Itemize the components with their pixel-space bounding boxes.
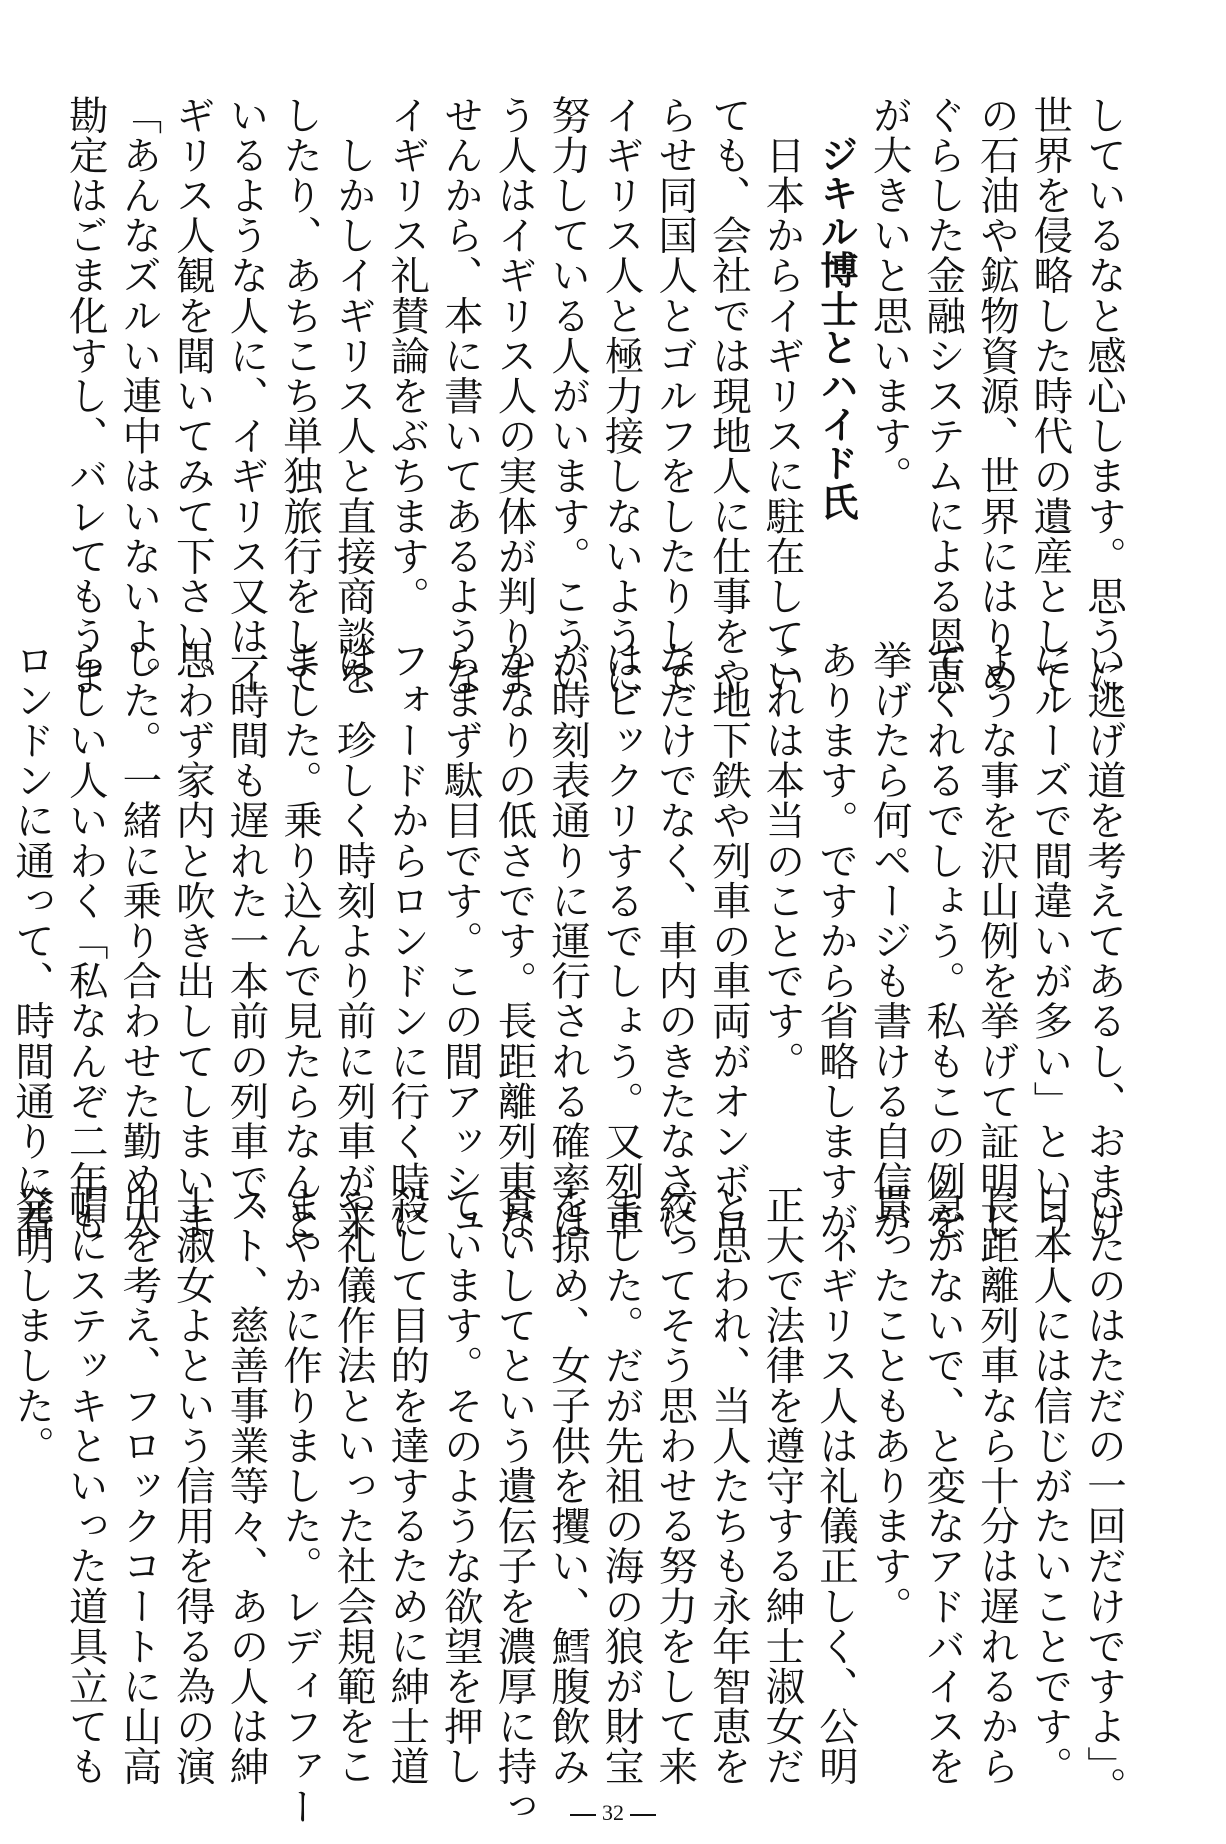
text-line: ました。だが先祖の海の狼が財宝	[598, 1185, 645, 1787]
text-line: 食いしてという遺伝子を濃厚に持っ	[491, 1185, 538, 1827]
text-line: なだけでなく、車内のきたなさに	[652, 640, 699, 1242]
text-line: いるような人に、イギリス又はイ	[223, 95, 270, 697]
text-line: あります。ですから省略しますが、	[813, 640, 860, 1282]
text-line: う人はイギリス人の実体が判りま	[491, 95, 538, 697]
text-line: 地下鉄や列車の車両がオンボロ	[705, 640, 752, 1242]
text-line: にルーズで間違いが多い」という	[1027, 640, 1074, 1242]
text-line: しかしイギリス人と直接商談を	[330, 95, 377, 697]
text-line: スト、慈善事業等々、あの人は紳	[223, 1185, 270, 1787]
text-line: 長距離列車なら十分は遅れるから	[973, 1185, 1020, 1787]
text-line: 世界を侵略した時代の遺産として	[1027, 95, 1074, 697]
text-line: イギリス人は礼儀正しく、公明	[813, 1185, 860, 1787]
text-line: かなりの低さです。長距離列車な	[491, 640, 538, 1242]
text-line: い逃げ道を考えてあるし、おまけ	[1081, 640, 1127, 1242]
text-line: ような事を沢山例を挙げて証明し	[973, 640, 1020, 1242]
text-line: を掠め、女子供を攫い、鱈腹飲み	[545, 1185, 592, 1787]
text-line: せんから、本に書いてあるような	[437, 95, 484, 697]
text-line: らせ同国人とゴルフをしたりして	[652, 95, 699, 697]
text-line: は、珍しく時刻より前に列車が来	[330, 640, 377, 1242]
page-number-value: 32	[602, 1800, 624, 1825]
text-line: 貰ったこともあります。	[866, 1185, 913, 1627]
text-tier-middle	[9, 640, 1130, 1282]
text-line: の石油や鉱物資源、世界にはりめ	[973, 95, 1020, 697]
text-line: が時刻表通りに運行される確率は	[545, 640, 592, 1242]
text-line: ぐらした金融システムによる恩恵	[920, 95, 967, 697]
text-line: イギリス人と極力接しないように	[598, 95, 645, 697]
text-line: らまず駄目です。この間アッシュ	[437, 640, 484, 1242]
text-line: フォードからロンドンに行く時に	[384, 640, 431, 1242]
text-line: 士淑女よという信用を得る為の演	[169, 1185, 216, 1787]
page-number-dash-right	[630, 1814, 656, 1816]
text-line: ロンドンに通って、時間通りに着	[9, 640, 56, 1242]
text-line: しているなと感心します。思うに	[1081, 95, 1127, 697]
text-line: まやかに作りました。レディファー	[277, 1185, 324, 1827]
text-line: 絞ってそう思わせる努力をして来	[652, 1185, 699, 1787]
text-line: 「あんなズルい連中はいないよ。	[116, 95, 163, 697]
text-line: 正大で法律を遵守する紳士淑女だ	[759, 1185, 806, 1787]
text-line: ました。乗り込んで見たらなんと	[277, 640, 324, 1242]
section-heading: ジキル博士とハイド氏	[814, 135, 859, 521]
text-line: これは本当のことです。	[759, 640, 806, 1082]
text-line: イギリス礼賛論をぶちます。	[384, 95, 431, 617]
text-line: 思わず家内と吹き出してしまいま	[169, 640, 216, 1242]
text-line: てくれるでしょう。私もこの例を	[920, 640, 967, 1242]
text-line: 挙げたら何ページも書ける自信が	[866, 640, 913, 1242]
page-number	[0, 1800, 1226, 1826]
text-tier-top	[60, 95, 1130, 697]
text-line: 努力している人がいます。こうい	[545, 95, 592, 697]
text-line: 殺して目的を達するために紳士道	[384, 1185, 431, 1787]
text-line: ています。そのような欲望を押し	[437, 1185, 484, 1787]
text-line: 帽にステッキといった道具立ても	[62, 1185, 109, 1787]
text-line: ギリス人観を聞いてみて下さい。	[169, 95, 216, 697]
text-line: や礼儀作法といった社会規範をこ	[330, 1185, 377, 1787]
text-line: ても、会社では現地人に仕事をや	[705, 95, 752, 697]
text-line: はビックリするでしょう。又列車	[598, 640, 645, 1242]
text-line: 日本人には信じがたいことです。	[1027, 1185, 1074, 1787]
text-line: 一時間も遅れた一本前の列車で、	[223, 640, 270, 1242]
text-line: した。一緒に乗り合わせた勤め人	[116, 640, 163, 1242]
text-line: 急がないで、と変なアドバイスを	[920, 1185, 967, 1787]
text-line: 日本からイギリスに駐在してい	[759, 95, 806, 697]
text-line: らしい人いわく「私なんぞ二年も	[62, 640, 109, 1242]
text-line: したり、あちこち単独旅行をして	[277, 95, 324, 697]
text-line: が大きいと思います。	[866, 95, 913, 496]
page-number-dash-left	[570, 1814, 596, 1816]
text-line: いたのはただの一回だけですよ」。	[1081, 1185, 1127, 1807]
text-line: と思われ、当人たちも永年智恵を	[705, 1185, 752, 1787]
text-line: 発明しました。	[9, 1185, 56, 1466]
text-line: 出を考え、フロックコートに山高	[116, 1185, 163, 1787]
text-line: 勘定はごま化すし、バレてもうま	[62, 95, 109, 697]
